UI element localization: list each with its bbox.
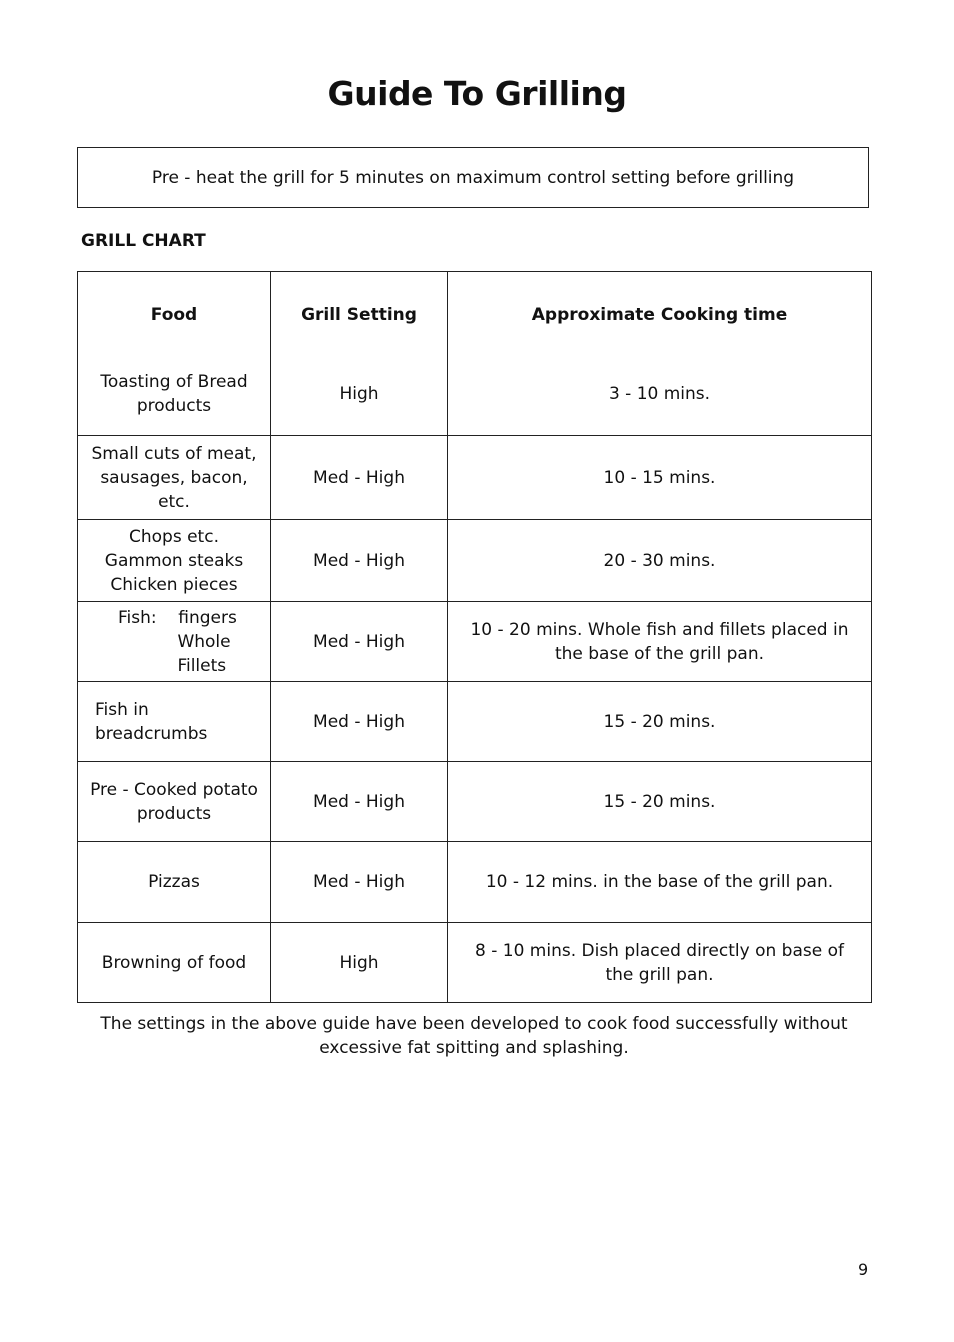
food-cell	[78, 353, 271, 436]
food-line: Small cuts of meat,	[91, 443, 257, 464]
food-cell	[78, 436, 271, 520]
page-title: Guide To Grilling	[327, 74, 627, 113]
table-row	[78, 923, 872, 1003]
header-grill-setting: Grill Setting	[271, 272, 448, 353]
food-cell	[78, 520, 271, 602]
table-row	[78, 842, 872, 923]
food-line: Gammon steaks	[104, 550, 244, 571]
food-line: products	[136, 803, 212, 824]
food-line: Pre - Cooked potato	[90, 779, 258, 800]
time-cell: 15 - 20 mins.	[448, 762, 872, 842]
food-cell	[78, 602, 271, 682]
food-line: Chicken pieces	[110, 574, 238, 595]
setting-cell: Med - High	[271, 682, 448, 762]
time-cell: 20 - 30 mins.	[448, 520, 872, 602]
food-line: sausages, bacon, etc.	[100, 467, 248, 512]
table-row	[78, 682, 872, 762]
food-cell: Browning of food	[78, 923, 271, 1003]
food-line: Chops etc.	[129, 526, 219, 547]
table-row	[78, 602, 872, 682]
preheat-notice-text: Pre - heat the grill for 5 minutes on maximum control setting before grilling	[151, 167, 795, 188]
time-cell: 10 - 12 mins. in the base of the grill pan.	[448, 842, 872, 923]
setting-cell: Med - High	[271, 436, 448, 520]
page-number: 9	[858, 1260, 869, 1279]
food-line: Fillets	[118, 655, 227, 676]
table-row	[78, 762, 872, 842]
footnote: The settings in the above guide have been developed to cook food successfully without excessive fat spitting and splashing.	[100, 1014, 848, 1058]
time-cell: 15 - 20 mins.	[448, 682, 872, 762]
grill-chart-table	[77, 271, 872, 1003]
header-cooking-time: Approximate Cooking time	[448, 272, 872, 353]
setting-cell: Med - High	[271, 842, 448, 923]
setting-cell: Med - High	[271, 520, 448, 602]
food-cell: Pizzas	[78, 842, 271, 923]
table-row	[78, 436, 872, 520]
food-line: Fish: fingers	[118, 607, 237, 628]
preheat-notice-box	[77, 147, 869, 208]
setting-cell: Med - High	[271, 762, 448, 842]
time-cell: 10 - 15 mins.	[448, 436, 872, 520]
setting-cell: Med - High	[271, 602, 448, 682]
food-cell	[78, 762, 271, 842]
header-food: Food	[78, 272, 271, 353]
food-line: products	[136, 395, 212, 416]
table-header-row	[78, 272, 872, 353]
time-cell: 3 - 10 mins.	[448, 353, 872, 436]
setting-cell: High	[271, 923, 448, 1003]
table-row	[78, 353, 872, 436]
time-cell: 8 - 10 mins. Dish placed directly on base of the grill pan.	[448, 923, 872, 1003]
setting-cell: High	[271, 353, 448, 436]
food-cell: Fish in breadcrumbs	[78, 682, 271, 762]
food-line: Toasting of Bread	[100, 371, 248, 392]
food-line: Whole	[118, 631, 231, 652]
section-heading: GRILL CHART	[81, 231, 206, 251]
time-cell: 10 - 20 mins. Whole fish and fillets placed in the base of the grill pan.	[448, 602, 872, 682]
table-row	[78, 520, 872, 602]
